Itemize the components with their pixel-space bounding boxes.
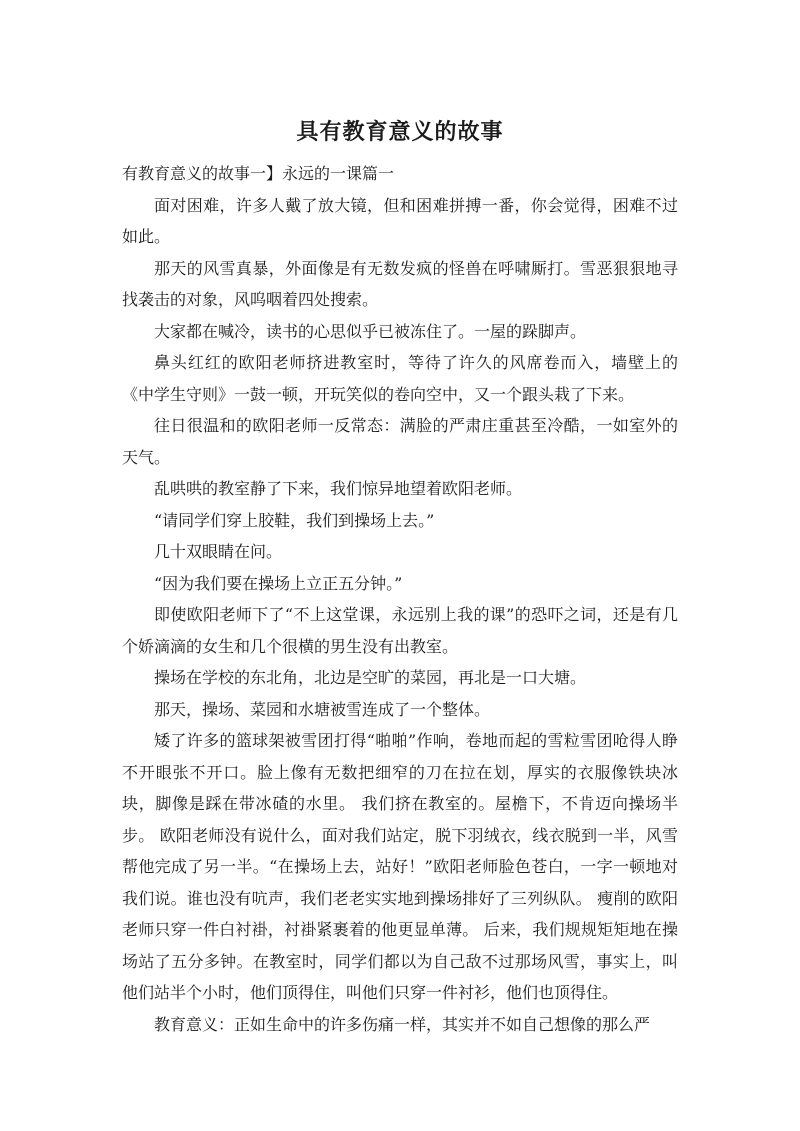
- paragraph: 几十双眼睛在问。: [154, 542, 283, 561]
- paragraph: 那天的风雪真暴，外面像是有无数发疯的怪兽在呼啸厮打。雪恶狠狠地寻找袭击的对象，风呜咽着四处搜索。: [122, 258, 678, 309]
- paragraph: 乱哄哄的教室静了下来，我们惊异地望着欧阳老师。: [154, 479, 523, 498]
- paragraph: “请同学们穿上胶鞋，我们到操场上去。”: [154, 510, 435, 530]
- paragraph: 往日很温和的欧阳老师一反常态：满脸的严肃庄重甚至冷酷，一如室外的天气。: [122, 416, 678, 467]
- document-title: 具有教育意义的故事: [296, 120, 504, 145]
- paragraph: 教育意义：正如生命中的许多伤痛一样，其实并不如自己想像的那么严: [154, 1014, 651, 1034]
- paragraph: 操场在学校的东北角，北边是空旷的菜园，再北是一口大塘。: [154, 668, 587, 687]
- paragraph: 即使欧阳老师下了“不上这堂课，永远别上我的课”的恐吓之词，还是有几个娇滴滴的女生和几个很横的男生没有出教室。: [122, 605, 678, 656]
- paragraph: 面对困难，许多人戴了放大镜，但和困难拼搏一番，你会觉得，困难不过如此。: [122, 195, 678, 246]
- section-heading: 有教育意义的故事一】永远的一课篇一: [122, 164, 395, 183]
- document-body: [122, 158, 678, 1040]
- paragraph: 大家都在喊冷，读书的心思似乎已被冻住了。一屋的跺脚声。: [154, 321, 587, 341]
- paragraph: “因为我们要在操场上立正五分钟。”: [154, 573, 403, 593]
- paragraph: 鼻头红红的欧阳老师挤进教室时，等待了许久的风席卷而入，墙壁上的《中学生守则》一鼓一顿，开玩笑似的卷向空中，又一个跟头栽了下来。: [122, 353, 678, 404]
- paragraph: 那天，操场、菜园和水塘被雪连成了一个整体。: [154, 699, 491, 719]
- paragraph: 矮了许多的篮球架被雪团打得“啪啪”作响，卷地而起的雪粒雪团呛得人睁不开眼张不开口。脸上像有无数把细窄的刀在拉在划，厚实的衣服像铁块冰块，脚像是踩在带冰碴的水里。 我们挤在教室的。屋檐下，不肯迈向操场半步。 欧阳老师没有说什么，面对我们站定，脱下羽绒衣，线衣脱到一半，风雪帮他完成了另一半。“在操场上去，站好！”欧阳老师脸色苍白，一字一顿地对我们说。谁也没有吭声，我们老老实实地到操场排好了三列纵队。 瘦削的欧阳老师只穿一件白衬褂，衬褂紧裹着的他更显单薄。 后来，我们规规矩矩地在操场站了五分多钟。在教室时，同学们都以为自己敌不过那场风雪，事实上，叫他们站半个小时，他们顶得住，叫他们只穿一件衬衫，他们也顶得住。: [122, 731, 678, 1002]
